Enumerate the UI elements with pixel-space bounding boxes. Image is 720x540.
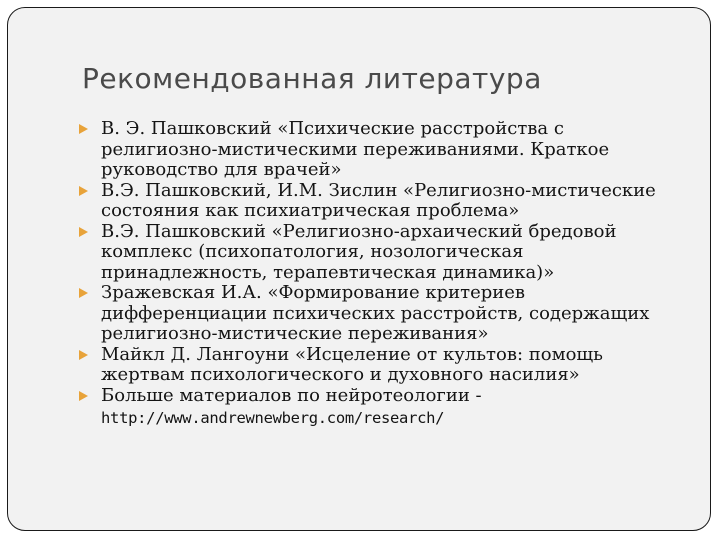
list-item-line: руководство для врачей» xyxy=(101,159,342,180)
bullet-icon xyxy=(79,124,88,134)
list-item-line: принадлежность, терапевтическая динамика)» xyxy=(101,261,555,283)
list-item-line: состояния как психиатрическая проблема» xyxy=(101,200,520,221)
bullet-icon xyxy=(79,350,88,360)
bullet-icon xyxy=(79,227,88,237)
list-item-line: жертвам психологического и духовного насилия» xyxy=(101,364,580,385)
slide-title: Рекомендованная литература xyxy=(82,62,542,95)
literature-list xyxy=(0,119,720,429)
list-item-line: религиозно-мистическими переживаниями. Краткое xyxy=(101,138,610,160)
list-item-line: дифференциации психических расстройств, содержащих xyxy=(101,302,650,324)
list-item xyxy=(0,181,720,222)
list-item-line: Больше материалов по нейротеологии - xyxy=(101,384,482,406)
list-item-line: В.Э. Пашковский, И.М. Зислин «Религиозно-мистические xyxy=(101,179,656,201)
list-item xyxy=(0,345,720,386)
list-item xyxy=(0,119,720,181)
bullet-icon xyxy=(79,391,88,401)
list-item-line: религиозно-мистические переживания» xyxy=(101,323,489,344)
research-url-link[interactable]: http://www.andrewnewberg.com/research/ xyxy=(101,409,445,427)
list-item-line: Майкл Д. Лангоуни «Исцеление от культов: помощь xyxy=(101,343,603,365)
list-item-line: Зражевская И.А. «Формирование критериев xyxy=(101,282,526,303)
list-item-line: комплекс (психопатология, нозологическая xyxy=(101,241,524,262)
list-item-line: В. Э. Пашковский «Психические расстройства с xyxy=(101,118,564,139)
bullet-icon xyxy=(79,186,88,196)
list-item xyxy=(0,386,720,429)
list-item xyxy=(0,222,720,284)
bullet-icon xyxy=(79,288,88,298)
list-item xyxy=(0,283,720,345)
list-item-line: В.Э. Пашковский «Религиозно-архаический бредовой xyxy=(101,220,617,242)
